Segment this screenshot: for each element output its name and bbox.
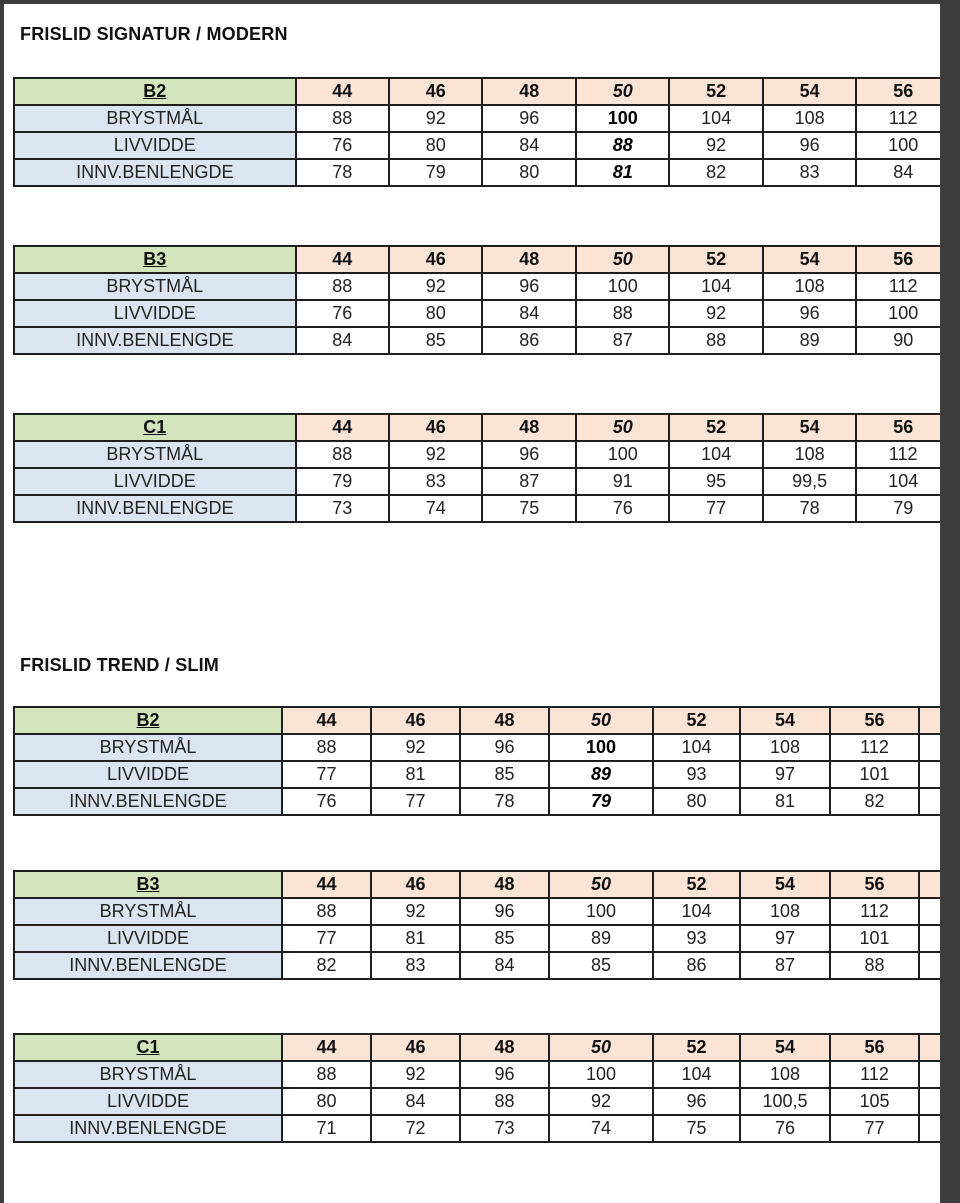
measurement-value-overflow bbox=[919, 925, 940, 952]
table-row bbox=[14, 925, 940, 952]
document-page bbox=[4, 4, 940, 1203]
measurement-value: 92 bbox=[669, 300, 762, 327]
table-header-row bbox=[14, 414, 940, 441]
size-header: 50 bbox=[549, 1034, 653, 1061]
measurement-value: 108 bbox=[763, 105, 856, 132]
size-header: 48 bbox=[482, 246, 575, 273]
table-row bbox=[14, 734, 940, 761]
size-header: 48 bbox=[482, 78, 575, 105]
size-header: 46 bbox=[389, 414, 482, 441]
measurement-value: 92 bbox=[371, 734, 460, 761]
measurement-value: 76 bbox=[296, 300, 389, 327]
measurement-value: 108 bbox=[740, 898, 830, 925]
measurement-value: 82 bbox=[282, 952, 371, 979]
measurement-value: 87 bbox=[740, 952, 830, 979]
size-header: 44 bbox=[296, 414, 389, 441]
measurement-value: 92 bbox=[389, 441, 482, 468]
measurement-value: 84 bbox=[482, 300, 575, 327]
measurement-value: 86 bbox=[653, 952, 740, 979]
measurement-value: 108 bbox=[763, 441, 856, 468]
size-table-signatur-b2 bbox=[13, 77, 940, 187]
size-header: 44 bbox=[282, 871, 371, 898]
measurement-label: BRYSTMÅL bbox=[14, 898, 282, 925]
table-row bbox=[14, 273, 940, 300]
table-row bbox=[14, 1115, 940, 1142]
size-header: 48 bbox=[460, 1034, 549, 1061]
size-header: 46 bbox=[389, 246, 482, 273]
measurement-value: 100 bbox=[856, 132, 940, 159]
measurement-label: BRYSTMÅL bbox=[14, 1061, 282, 1088]
size-header: 46 bbox=[371, 707, 460, 734]
measurement-value: 76 bbox=[282, 788, 371, 815]
measurement-value: 84 bbox=[482, 132, 575, 159]
measurement-label: INNV.BENLENGDE bbox=[14, 159, 296, 186]
measurement-value: 73 bbox=[460, 1115, 549, 1142]
size-header: 50 bbox=[549, 871, 653, 898]
measurement-value: 74 bbox=[389, 495, 482, 522]
size-header: 52 bbox=[669, 246, 762, 273]
measurement-value: 88 bbox=[576, 132, 669, 159]
measurement-value: 83 bbox=[389, 468, 482, 495]
measurement-value: 92 bbox=[389, 105, 482, 132]
measurement-value: 77 bbox=[830, 1115, 919, 1142]
measurement-value: 84 bbox=[371, 1088, 460, 1115]
size-header: 52 bbox=[653, 707, 740, 734]
measurement-value-overflow bbox=[919, 898, 940, 925]
size-header: 54 bbox=[740, 1034, 830, 1061]
measurement-label: INNV.BENLENGDE bbox=[14, 495, 296, 522]
table-header-row bbox=[14, 707, 940, 734]
size-header: 52 bbox=[669, 78, 762, 105]
measurement-value: 71 bbox=[282, 1115, 371, 1142]
measurement-value: 88 bbox=[282, 734, 371, 761]
size-header: 48 bbox=[482, 414, 575, 441]
measurement-value: 88 bbox=[296, 441, 389, 468]
measurement-value: 81 bbox=[740, 788, 830, 815]
measurement-value: 104 bbox=[653, 898, 740, 925]
measurement-value: 85 bbox=[460, 761, 549, 788]
measurement-value-overflow bbox=[919, 788, 940, 815]
measurement-value: 91 bbox=[576, 468, 669, 495]
measurement-value: 96 bbox=[763, 132, 856, 159]
measurement-value: 96 bbox=[763, 300, 856, 327]
table-row bbox=[14, 788, 940, 815]
measurement-value: 88 bbox=[282, 898, 371, 925]
measurement-value: 81 bbox=[371, 925, 460, 952]
size-header-overflow bbox=[919, 707, 940, 734]
table-row bbox=[14, 898, 940, 925]
measurement-value: 83 bbox=[371, 952, 460, 979]
measurement-value: 88 bbox=[830, 952, 919, 979]
measurement-value: 96 bbox=[460, 1061, 549, 1088]
size-header: 46 bbox=[371, 871, 460, 898]
size-header: 56 bbox=[856, 78, 940, 105]
measurement-value: 76 bbox=[576, 495, 669, 522]
measurement-value: 97 bbox=[740, 925, 830, 952]
measurement-label: BRYSTMÅL bbox=[14, 105, 296, 132]
size-header-overflow bbox=[919, 1034, 940, 1061]
measurement-value: 89 bbox=[549, 761, 653, 788]
measurement-value: 90 bbox=[856, 327, 940, 354]
measurement-value: 78 bbox=[296, 159, 389, 186]
measurement-value: 79 bbox=[389, 159, 482, 186]
measurement-value: 89 bbox=[763, 327, 856, 354]
size-header: 56 bbox=[830, 707, 919, 734]
measurement-value: 79 bbox=[856, 495, 940, 522]
size-header: 52 bbox=[669, 414, 762, 441]
measurement-value: 85 bbox=[389, 327, 482, 354]
measurement-value-overflow bbox=[919, 1088, 940, 1115]
measurement-value: 85 bbox=[460, 925, 549, 952]
measurement-label: LIVVIDDE bbox=[14, 761, 282, 788]
table-row bbox=[14, 1061, 940, 1088]
size-table-trend-c1 bbox=[13, 1033, 940, 1143]
size-header: 54 bbox=[763, 246, 856, 273]
measurement-value: 92 bbox=[371, 898, 460, 925]
measurement-value: 112 bbox=[856, 441, 940, 468]
measurement-value: 96 bbox=[460, 898, 549, 925]
measurement-value: 82 bbox=[830, 788, 919, 815]
table-row bbox=[14, 300, 940, 327]
measurement-value: 108 bbox=[740, 734, 830, 761]
size-header: 50 bbox=[549, 707, 653, 734]
size-header: 48 bbox=[460, 707, 549, 734]
measurement-value: 105 bbox=[830, 1088, 919, 1115]
measurement-value: 92 bbox=[669, 132, 762, 159]
measurement-value: 72 bbox=[371, 1115, 460, 1142]
table-row bbox=[14, 1088, 940, 1115]
measurement-value: 77 bbox=[282, 925, 371, 952]
measurement-label: BRYSTMÅL bbox=[14, 273, 296, 300]
measurement-value: 80 bbox=[653, 788, 740, 815]
table-row bbox=[14, 495, 940, 522]
measurement-value: 112 bbox=[830, 734, 919, 761]
measurement-value: 104 bbox=[669, 441, 762, 468]
measurement-value: 99,5 bbox=[763, 468, 856, 495]
measurement-value: 75 bbox=[482, 495, 575, 522]
measurement-value: 104 bbox=[669, 105, 762, 132]
measurement-value: 92 bbox=[549, 1088, 653, 1115]
measurement-value: 92 bbox=[371, 1061, 460, 1088]
size-table-trend-b2 bbox=[13, 706, 940, 816]
measurement-value: 100 bbox=[856, 300, 940, 327]
measurement-value: 73 bbox=[296, 495, 389, 522]
table-row bbox=[14, 441, 940, 468]
measurement-value: 92 bbox=[389, 273, 482, 300]
size-table-signatur-c1 bbox=[13, 413, 940, 523]
measurement-label: INNV.BENLENGDE bbox=[14, 788, 282, 815]
measurement-value: 96 bbox=[482, 273, 575, 300]
measurement-value-overflow bbox=[919, 734, 940, 761]
measurement-value: 112 bbox=[856, 273, 940, 300]
size-header: 54 bbox=[763, 78, 856, 105]
size-header-overflow bbox=[919, 871, 940, 898]
measurement-value: 74 bbox=[549, 1115, 653, 1142]
measurement-label: INNV.BENLENGDE bbox=[14, 1115, 282, 1142]
model-name: B3 bbox=[14, 871, 282, 898]
table-row bbox=[14, 952, 940, 979]
measurement-value: 80 bbox=[389, 300, 482, 327]
section-title-trend-slim: FRISLID TREND / SLIM bbox=[20, 655, 219, 675]
table-header-row bbox=[14, 78, 940, 105]
size-header: 56 bbox=[856, 246, 940, 273]
measurement-value: 104 bbox=[653, 734, 740, 761]
measurement-value: 88 bbox=[576, 300, 669, 327]
measurement-value: 100 bbox=[549, 1061, 653, 1088]
measurement-value: 80 bbox=[389, 132, 482, 159]
measurement-value: 77 bbox=[371, 788, 460, 815]
measurement-value: 88 bbox=[282, 1061, 371, 1088]
size-header: 50 bbox=[576, 414, 669, 441]
measurement-value: 96 bbox=[482, 441, 575, 468]
model-name: C1 bbox=[14, 1034, 282, 1061]
measurement-value: 96 bbox=[460, 734, 549, 761]
measurement-label: LIVVIDDE bbox=[14, 300, 296, 327]
table-header-row bbox=[14, 871, 940, 898]
model-name: B3 bbox=[14, 246, 296, 273]
size-header: 50 bbox=[576, 78, 669, 105]
measurement-value: 89 bbox=[549, 925, 653, 952]
measurement-value: 87 bbox=[482, 468, 575, 495]
measurement-value: 87 bbox=[576, 327, 669, 354]
size-header: 48 bbox=[460, 871, 549, 898]
measurement-value: 78 bbox=[460, 788, 549, 815]
measurement-value: 75 bbox=[653, 1115, 740, 1142]
measurement-value: 78 bbox=[763, 495, 856, 522]
measurement-value-overflow bbox=[919, 761, 940, 788]
measurement-value: 84 bbox=[460, 952, 549, 979]
table-row bbox=[14, 105, 940, 132]
measurement-value: 80 bbox=[482, 159, 575, 186]
table-row bbox=[14, 132, 940, 159]
measurement-value: 96 bbox=[482, 105, 575, 132]
measurement-value: 112 bbox=[830, 1061, 919, 1088]
measurement-value: 77 bbox=[669, 495, 762, 522]
measurement-value: 88 bbox=[296, 273, 389, 300]
size-header: 54 bbox=[740, 707, 830, 734]
measurement-value: 95 bbox=[669, 468, 762, 495]
measurement-label: BRYSTMÅL bbox=[14, 734, 282, 761]
measurement-value: 112 bbox=[830, 898, 919, 925]
measurement-value: 112 bbox=[856, 105, 940, 132]
measurement-value: 77 bbox=[282, 761, 371, 788]
measurement-value: 79 bbox=[549, 788, 653, 815]
size-header: 44 bbox=[296, 78, 389, 105]
table-row bbox=[14, 468, 940, 495]
size-header: 52 bbox=[653, 1034, 740, 1061]
measurement-value: 76 bbox=[296, 132, 389, 159]
size-header: 56 bbox=[856, 414, 940, 441]
measurement-value: 81 bbox=[576, 159, 669, 186]
size-table-trend-b3 bbox=[13, 870, 940, 980]
measurement-value: 101 bbox=[830, 761, 919, 788]
measurement-label: LIVVIDDE bbox=[14, 132, 296, 159]
model-name: B2 bbox=[14, 78, 296, 105]
measurement-value: 85 bbox=[549, 952, 653, 979]
size-table-signatur-b3 bbox=[13, 245, 940, 355]
model-name: C1 bbox=[14, 414, 296, 441]
measurement-value: 88 bbox=[296, 105, 389, 132]
measurement-value: 100 bbox=[576, 105, 669, 132]
measurement-value: 108 bbox=[763, 273, 856, 300]
table-row bbox=[14, 159, 940, 186]
table-header-row bbox=[14, 1034, 940, 1061]
measurement-label: LIVVIDDE bbox=[14, 925, 282, 952]
size-header: 46 bbox=[389, 78, 482, 105]
measurement-value: 101 bbox=[830, 925, 919, 952]
measurement-label: LIVVIDDE bbox=[14, 1088, 282, 1115]
table-row bbox=[14, 327, 940, 354]
measurement-value: 84 bbox=[856, 159, 940, 186]
size-header: 44 bbox=[296, 246, 389, 273]
measurement-value-overflow bbox=[919, 1115, 940, 1142]
measurement-value: 88 bbox=[669, 327, 762, 354]
measurement-value: 100 bbox=[549, 898, 653, 925]
measurement-value: 104 bbox=[669, 273, 762, 300]
size-header: 50 bbox=[576, 246, 669, 273]
measurement-label: INNV.BENLENGDE bbox=[14, 952, 282, 979]
size-header: 56 bbox=[830, 1034, 919, 1061]
measurement-value-overflow bbox=[919, 1061, 940, 1088]
measurement-value: 104 bbox=[653, 1061, 740, 1088]
measurement-label: LIVVIDDE bbox=[14, 468, 296, 495]
measurement-value: 97 bbox=[740, 761, 830, 788]
size-header: 44 bbox=[282, 1034, 371, 1061]
measurement-value: 100 bbox=[576, 273, 669, 300]
measurement-value: 82 bbox=[669, 159, 762, 186]
measurement-value: 79 bbox=[296, 468, 389, 495]
measurement-value: 93 bbox=[653, 925, 740, 952]
size-header: 44 bbox=[282, 707, 371, 734]
measurement-value: 93 bbox=[653, 761, 740, 788]
table-header-row bbox=[14, 246, 940, 273]
measurement-value: 104 bbox=[856, 468, 940, 495]
size-header: 52 bbox=[653, 871, 740, 898]
measurement-value: 81 bbox=[371, 761, 460, 788]
size-header: 54 bbox=[740, 871, 830, 898]
size-header: 56 bbox=[830, 871, 919, 898]
measurement-value: 83 bbox=[763, 159, 856, 186]
measurement-value: 86 bbox=[482, 327, 575, 354]
section-title-signatur-modern: FRISLID SIGNATUR / MODERN bbox=[20, 24, 288, 44]
size-header: 54 bbox=[763, 414, 856, 441]
measurement-value: 88 bbox=[460, 1088, 549, 1115]
measurement-value: 84 bbox=[296, 327, 389, 354]
measurement-value: 80 bbox=[282, 1088, 371, 1115]
measurement-value: 108 bbox=[740, 1061, 830, 1088]
model-name: B2 bbox=[14, 707, 282, 734]
size-header: 46 bbox=[371, 1034, 460, 1061]
measurement-value: 100 bbox=[576, 441, 669, 468]
measurement-value: 76 bbox=[740, 1115, 830, 1142]
measurement-label: INNV.BENLENGDE bbox=[14, 327, 296, 354]
measurement-value-overflow bbox=[919, 952, 940, 979]
measurement-label: BRYSTMÅL bbox=[14, 441, 296, 468]
measurement-value: 100,5 bbox=[740, 1088, 830, 1115]
table-row bbox=[14, 761, 940, 788]
measurement-value: 100 bbox=[549, 734, 653, 761]
measurement-value: 96 bbox=[653, 1088, 740, 1115]
